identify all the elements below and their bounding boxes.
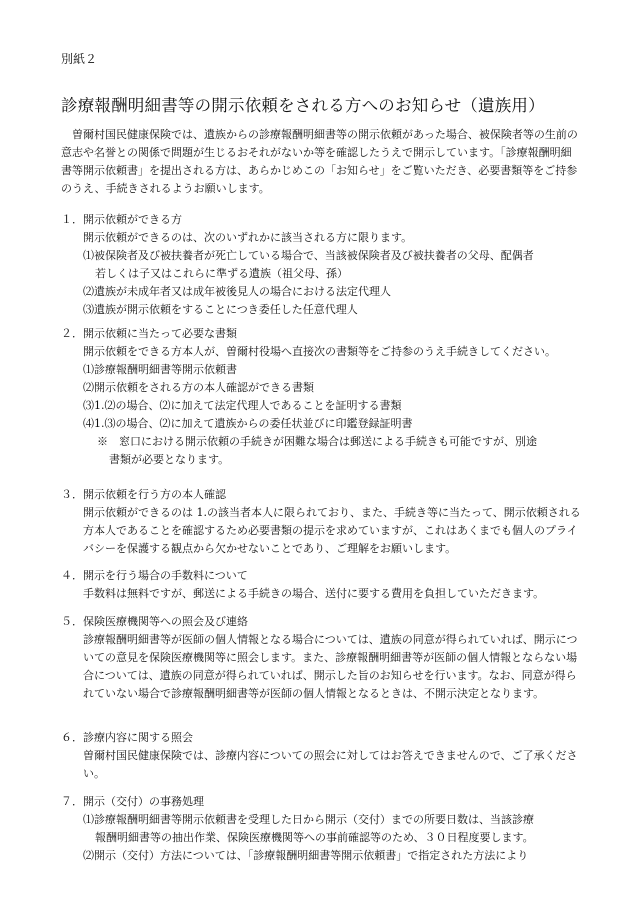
section-heading: ４．開示を行う場合の手数料について (61, 569, 248, 582)
section-3 (61, 486, 581, 558)
list-item: ⑵開示（交付）方法については、「診療報酬明細書等開示依頼書」で指定された方法により (83, 849, 529, 862)
section-7 (61, 793, 581, 865)
section-4 (61, 567, 581, 603)
section-body: 曽爾村国民健康保険では、診療内容についての照会に対してはお答えできませんので、ご了承ください。 (83, 749, 578, 780)
list-item: ⑷1.⑶の場合、⑵に加えて遺族からの委任状並びに印鑑登録証明書 (83, 417, 413, 430)
section-1 (61, 211, 581, 319)
section-heading: １．開示依頼ができる方 (61, 213, 182, 226)
section-5 (61, 613, 581, 703)
list-item: ⑴被保険者及び被扶養者が死亡している場合で、当該被保険者及び被扶養者の父母、配偶者 (83, 249, 534, 262)
list-item: ⑴診療報酬明細書等開示依頼書を受理した日から開示（交付）までの所要日数は、当該診療 (83, 813, 534, 826)
note-continuation: 書類が必要となります。 (109, 453, 230, 466)
section-body: 手数料は無料ですが、郵送による手続きの場合、送付に要する費用を負担していただきます。 (83, 587, 545, 600)
section-2 (61, 325, 581, 469)
list-item: ⑴診療報酬明細書等開示依頼書 (83, 363, 237, 376)
note-text: ※ 窓口における開示依頼の手続きが困難な場合は郵送による手続きも可能ですが、別途 (97, 435, 537, 448)
list-item: ⑵遺族が未成年者又は成年被後見人の場合における法定代理人 (83, 285, 391, 298)
section-heading: ５．保険医療機関等への照会及び連絡 (61, 615, 248, 628)
annex-label: 別紙２ (61, 52, 98, 66)
section-heading: ３．開示依頼を行う方の本人確認 (61, 488, 226, 501)
list-item: ⑶遺族が開示依頼をすることにつき委任した任意代理人 (83, 303, 358, 316)
section-heading: ６．診療内容に関する照会 (61, 731, 193, 744)
section-6 (61, 729, 581, 783)
list-item: ⑵開示依頼をされる方の本人確認ができる書類 (83, 381, 314, 394)
list-item-continuation: 報酬明細書等の抽出作業、保険医療機関等への事前確認等のため、３０日程度要します。 (95, 831, 534, 844)
document-title: 診療報酬明細書等の開示依頼をされる方へのお知らせ（遺族用） (61, 96, 545, 115)
list-item-continuation: 若しくは子又はこれらに準ずる遺族（祖父母、孫） (95, 267, 348, 280)
section-heading: ２．開示依頼に当たって必要な書類 (61, 327, 237, 340)
section-body: 開示依頼をできる方本人が、曽爾村役場へ直接次の書類等をご持参のうえ手続きしてください。 (83, 345, 556, 358)
section-body: 開示依頼ができるのは 1.の該当者本人に限られており、また、手続き等に当たって、開示依頼される方本人であることを確認するため必要書類の提示を求めていますが、これはあくまでも個人のプライバシーを保護する観点から欠かせないことであり、ご理解をお願いします。 (83, 506, 581, 555)
section-heading: ７．開示（交付）の事務処理 (61, 795, 204, 808)
section-body: 診療報酬明細書等が医師の個人情報となる場合については、遺族の同意が得られていれば、開示についての意見を保険医療機関等に照会します。また、診療報酬明細書等が医師の個人情報とならない場合については、遺族の同意が得られていれば、開示した旨のお知らせを行います。なお、同意が得られていない場合で診療報酬明細書等が医師の個人情報となるときは、不開示決定となります。 (83, 633, 578, 700)
list-item: ⑶1.⑵の場合、⑵に加えて法定代理人であることを証明する書類 (83, 399, 402, 412)
section-body: 開示依頼ができるのは、次のいずれかに該当される方に限ります。 (83, 231, 413, 244)
intro-paragraph: 曽爾村国民健康保険では、遺族からの診療報酬明細書等の開示依頼があった場合、被保険者等の生前の意志や名誉との関係で問題が生じるおそれがないか等を確認したうえで開示しています。「診療報酬明細書等開示依頼書」を提出される方は、あらかじめこの「お知らせ」をご覧いただき、必要書類等をご持参のうえ、手続きされるようお願いします。 (61, 128, 578, 195)
